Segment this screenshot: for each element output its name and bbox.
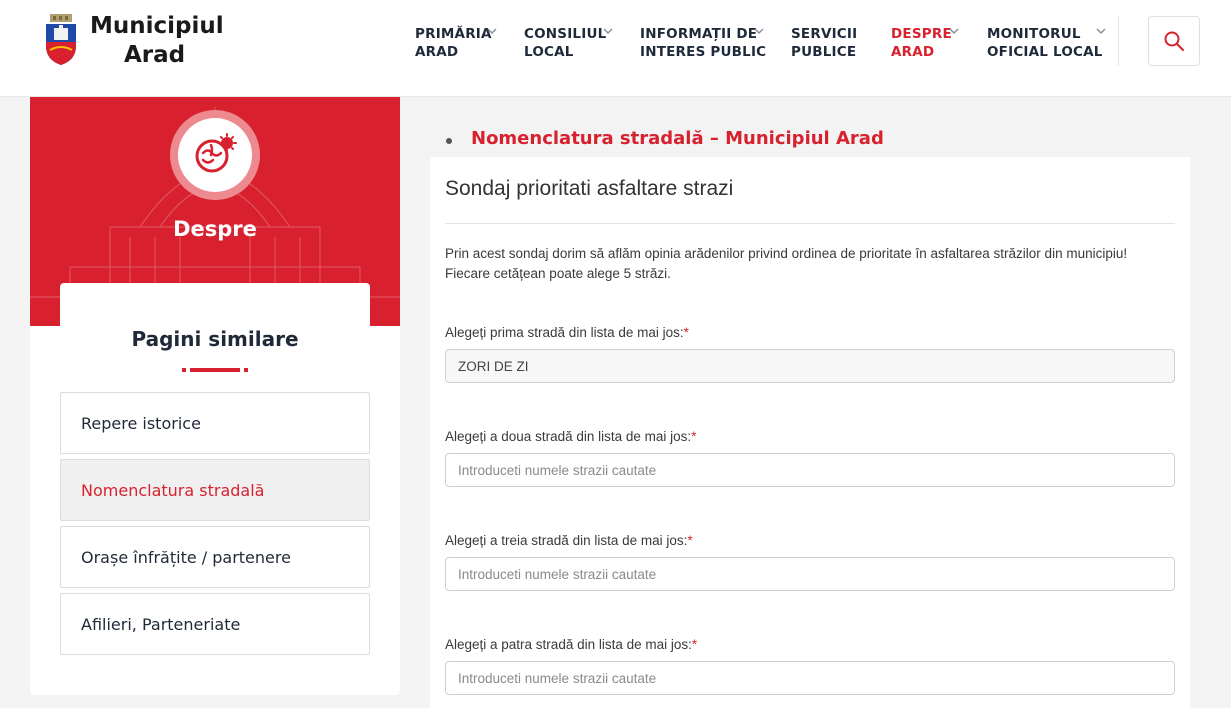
question-4-text: Alegeți a patra stradă din lista de mai jos: [445,637,692,652]
related-item-orase-infratite[interactable]: Orașe înfrățite / partenere [60,526,370,588]
site-brand[interactable] [90,12,224,70]
sidebar [30,97,400,695]
title-underline [182,368,248,372]
nav-label-line-2: ARAD [415,44,459,60]
bullet [446,138,452,144]
street-4-input[interactable] [445,661,1175,695]
coat-of-arms-logo[interactable] [44,14,78,66]
chevron-down-icon [603,27,613,35]
street-1-input[interactable] [445,349,1175,383]
chevron-down-icon [1096,27,1106,35]
nav-divider [1118,16,1119,66]
nav-item-servicii[interactable] [791,25,857,61]
brain-virus-icon [191,131,239,179]
question-1-text: Alegeți prima stradă din lista de mai jos: [445,325,684,340]
nav-item-primaria[interactable] [415,25,492,61]
question-1-label [445,325,689,340]
nav-label-line-1: INFORMAȚII DE [640,26,758,42]
related-item-repere-istorice[interactable]: Repere istorice [60,392,370,454]
question-3-text: Alegeți a treia stradă din lista de mai jos: [445,533,688,548]
question-2-text: Alegeți a doua stradă din lista de mai jos: [445,429,692,444]
nav-label-line-1: PRIMĂRIA [415,26,492,42]
required-mark: * [691,637,698,652]
question-2-label [445,429,696,444]
related-item-afilieri[interactable]: Afilieri, Parteneriate [60,593,370,655]
hero-title: Despre [173,217,257,241]
related-pages-title: Pagini similare [131,327,299,351]
nav-label-line-1: MONITORUL [987,26,1081,42]
nav-item-monitorul[interactable] [987,25,1103,61]
nav-label-line-2: OFICIAL LOCAL [987,44,1103,60]
required-mark: * [683,325,689,340]
page-link-nomenclatura[interactable]: Nomenclatura stradală – Municipiul Arad [471,128,884,149]
question-3-label [445,533,693,548]
form-intro [445,244,1175,284]
nav-label-line-1: SERVICII [791,26,858,42]
chevron-down-icon [754,27,764,35]
brand-line-1: Municipiul [90,13,224,39]
nav-item-informatii[interactable] [640,25,766,61]
search-button[interactable] [1148,16,1200,66]
intro-line-2: Fiecare cetățean poate alege 5 străzi. [445,266,671,281]
nav-label-line-1: DESPRE [891,26,952,42]
brand-line-2: Arad [124,42,186,68]
nav-item-despre[interactable] [891,25,952,61]
nav-label-line-2: INTERES PUBLIC [640,44,767,60]
nav-label-line-2: ARAD [891,44,935,60]
nav-label-line-1: CONSILIUL [524,26,607,42]
chevron-down-icon [949,27,959,35]
required-mark: * [687,533,693,548]
nav-label-line-2: PUBLICE [791,44,857,60]
nav-label-line-2: LOCAL [524,44,574,60]
form-title: Sondaj prioritati asfaltare strazi [445,177,734,200]
street-2-input[interactable] [445,453,1175,487]
form-divider [445,223,1175,224]
required-mark: * [691,429,697,444]
site-header [0,0,1231,97]
street-3-input[interactable] [445,557,1175,591]
chevron-down-icon [487,27,497,35]
hero-icon-badge [170,110,260,200]
intro-line-1: Prin acest sondaj dorim să aflăm opinia arădenilor privind ordinea de prioritate în asfaltarea străzilor din municipiu! [445,246,1128,261]
question-4-label [445,637,697,652]
search-icon [1163,30,1185,52]
nav-item-consiliul[interactable] [524,25,606,61]
related-item-nomenclatura-stradala[interactable]: Nomenclatura stradală [60,459,370,521]
